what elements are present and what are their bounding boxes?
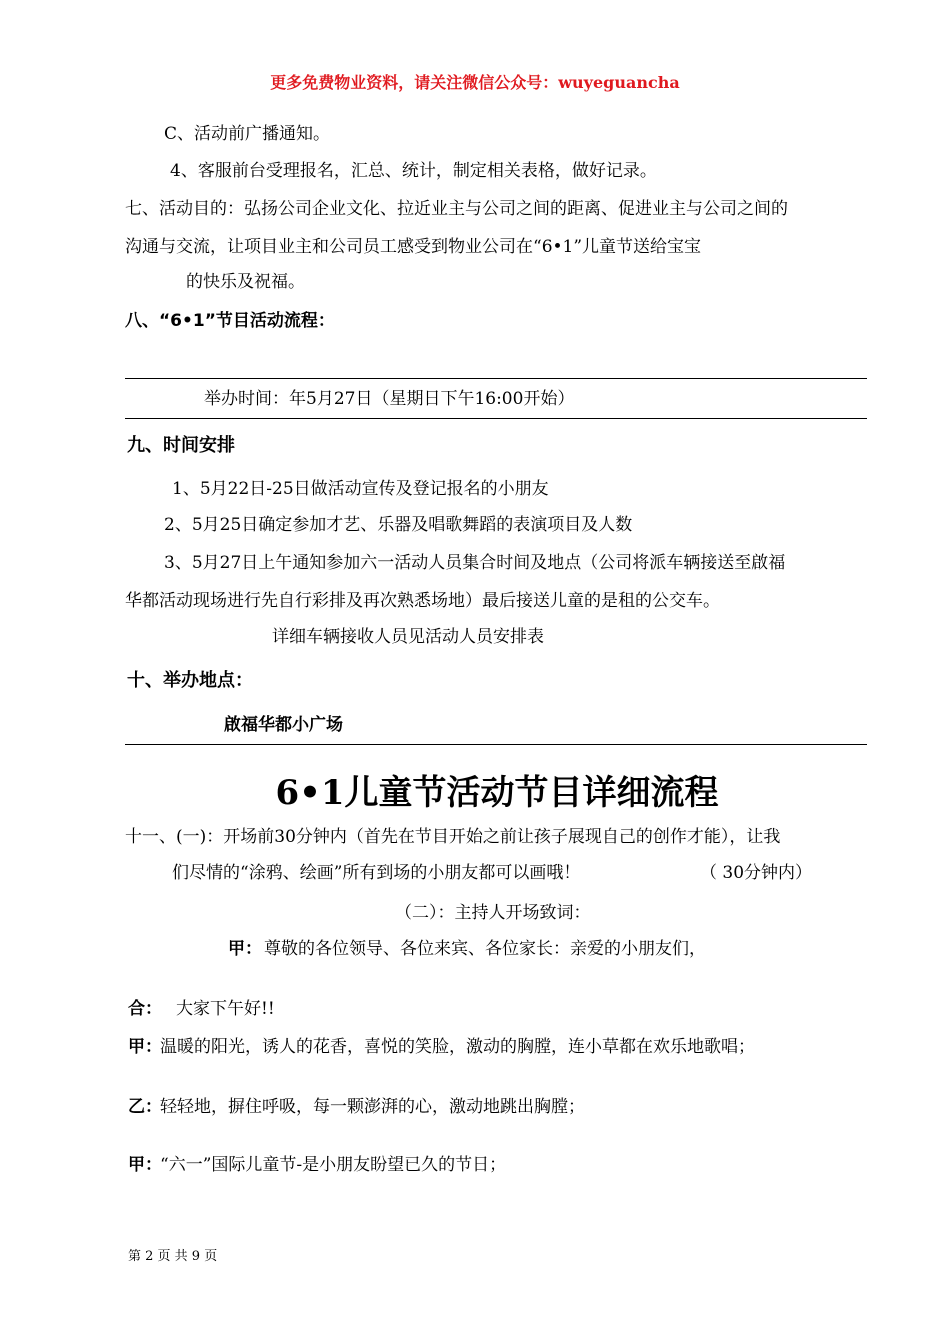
schedule-note: 详细车辆接收人员见活动人员安排表 [272,627,544,647]
divider [125,378,867,379]
schedule-item-3-line-1: 3、5月27日上午通知参加六一活动人员集合时间及地点（公司将派车辆接送至啟福 [164,553,786,573]
duration-note: （ 30分钟内） [700,863,813,883]
page-title: 6•1儿童节活动节目详细流程 [275,773,719,813]
speaker-label: 乙： [128,1097,162,1117]
section-7-line-1: 七、活动目的：弘扬公司企业文化、拉近业主与公司之间的距离、促进业主与公司之间的 [125,199,788,219]
speaker-label: 甲： [228,939,262,959]
host-opening-heading: （二）：主持人开场致词： [395,903,591,923]
dialogue-line: 大家下午好!! [176,999,275,1019]
list-item-c: C、活动前广播通知。 [164,124,331,144]
divider [125,418,867,419]
header-banner: 更多免费物业资料，请关注微信公众号：wuyeguancha [270,73,680,92]
dialogue-line: 轻轻地，摒住呼吸，每一颗澎湃的心，激动地跳出胸膛； [160,1097,585,1117]
page-footer: 第 2 页 共 9 页 [128,1249,218,1264]
event-time: 举办时间：年5月27日（星期日下午16:00开始） [204,389,575,409]
venue-name: 啟福华都小广场 [224,715,343,735]
schedule-item-3-line-2: 华都活动现场进行先自行彩排及再次熟悉场地）最后接送儿童的是租的公交车。 [125,591,720,611]
section-11-line-1: 十一、(一)：开场前30分钟内（首先在节目开始之前让孩子展现自己的创作才能），让我 [125,827,781,847]
section-10-heading: 十、举办地点： [127,670,253,691]
section-7-line-2: 沟通与交流，让项目业主和公司员工感受到物业公司在“6•1”儿童节送给宝宝 [125,237,702,257]
section-11-line-2: 们尽情的“涂鸦、绘画”所有到场的小朋友都可以画哦！ [172,863,581,883]
section-8-heading: 八、“6•1”节目活动流程： [125,311,335,331]
dialogue-line: 温暖的阳光，诱人的花香，喜悦的笑脸，激动的胸膛，连小草都在欢乐地歌唱； [160,1037,755,1057]
speaker-label: 甲： [128,1155,162,1175]
dialogue-line: 尊敬的各位领导、各位来宾、各位家长：亲爱的小朋友们， [264,939,706,959]
divider [125,744,867,745]
schedule-item-2: 2、5月25日确定参加才艺、乐器及唱歌舞蹈的表演项目及人数 [164,515,633,535]
list-item-4: 4、客服前台受理报名，汇总、统计，制定相关表格，做好记录。 [170,161,657,181]
dialogue-line: “六一”国际儿童节-是小朋友盼望已久的节日； [160,1155,507,1175]
section-7-line-3: 的快乐及祝福。 [186,272,305,292]
speaker-label: 合： [128,999,162,1019]
schedule-item-1: 1、5月22日-25日做活动宣传及登记报名的小朋友 [172,479,549,499]
section-9-heading: 九、时间安排 [127,435,235,456]
speaker-label: 甲： [128,1037,162,1057]
